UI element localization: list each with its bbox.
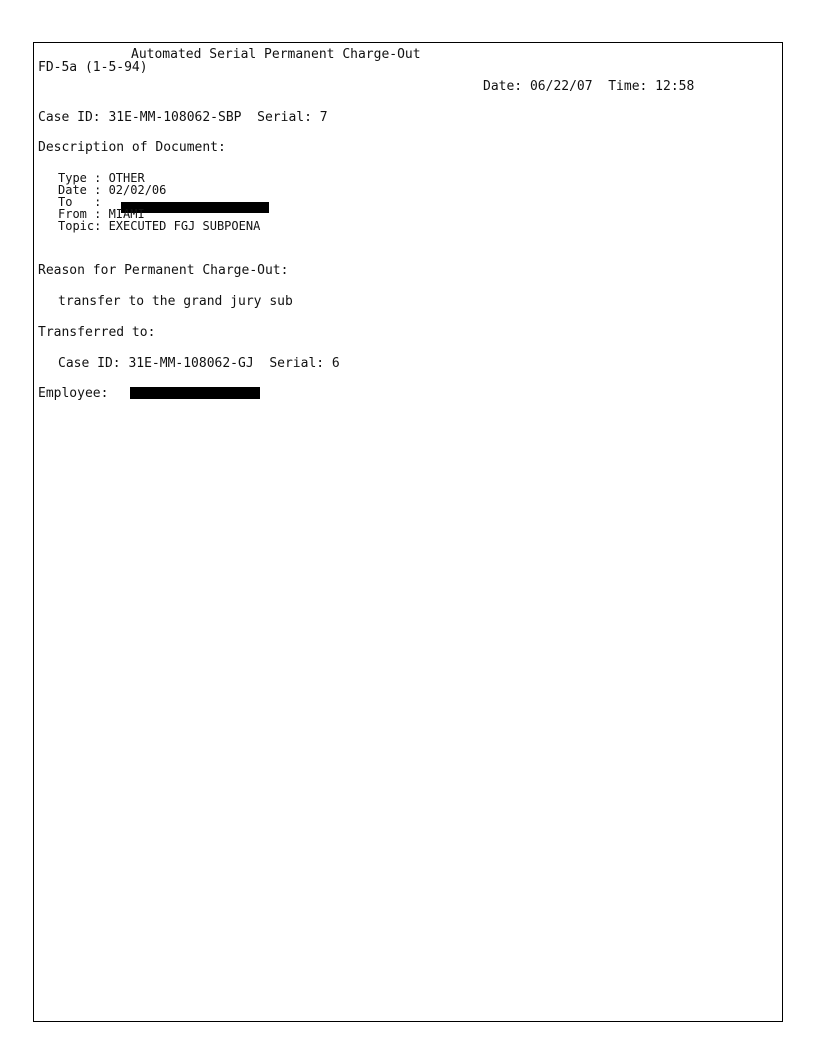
form-id: FD-5a (1-5-94) bbox=[38, 60, 148, 75]
transferred-heading: Transferred to: bbox=[38, 325, 156, 340]
doc-date: Date : 02/02/06 bbox=[58, 183, 167, 197]
reason-text: transfer to the grand jury sub bbox=[58, 294, 293, 309]
doc-type: Type : OTHER bbox=[58, 171, 145, 185]
document-title: Automated Serial Permanent Charge-Out bbox=[131, 47, 421, 62]
case-id-line: Case ID: 31E-MM-108062-SBP Serial: 7 bbox=[38, 110, 328, 125]
doc-to-label: To : bbox=[58, 195, 102, 209]
date-time: Date: 06/22/07 Time: 12:58 bbox=[483, 79, 695, 94]
redaction-bar-employee bbox=[130, 387, 260, 399]
reason-heading: Reason for Permanent Charge-Out: bbox=[38, 263, 289, 278]
employee-label: Employee: bbox=[38, 386, 109, 401]
transferred-case-line: Case ID: 31E-MM-108062-GJ Serial: 6 bbox=[58, 356, 340, 371]
description-heading: Description of Document: bbox=[38, 140, 226, 155]
doc-topic: Topic: EXECUTED FGJ SUBPOENA bbox=[58, 219, 261, 233]
doc-from: From : MIAMI bbox=[58, 207, 145, 221]
